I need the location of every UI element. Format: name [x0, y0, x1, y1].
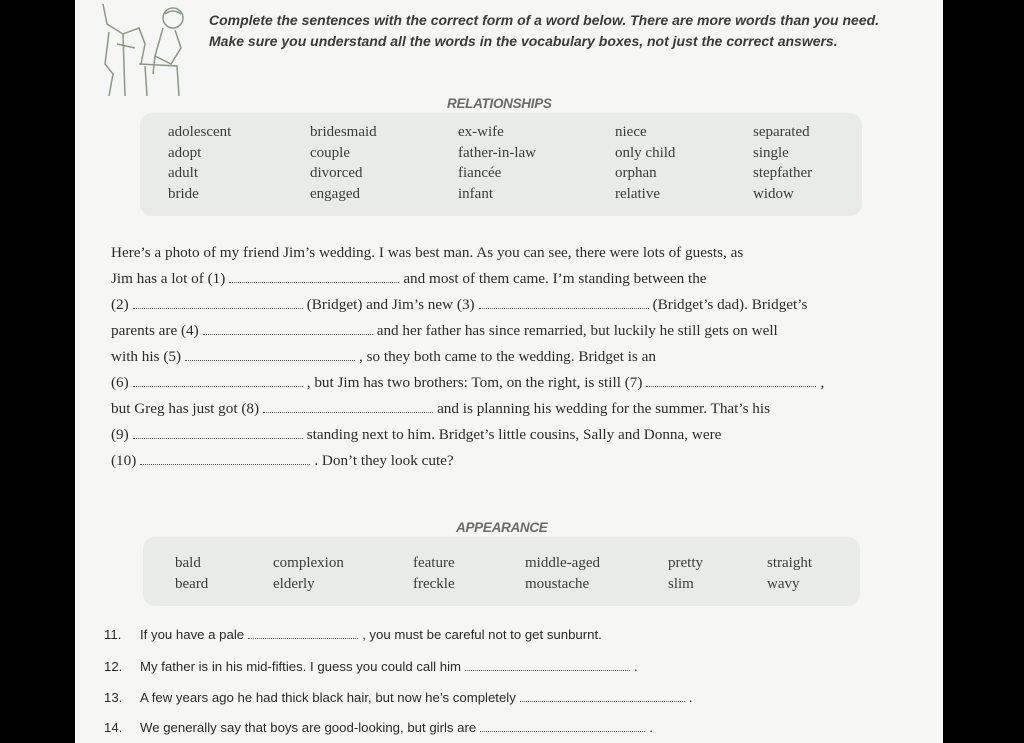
- vocab-word: orphan: [615, 165, 657, 181]
- appearance-column: [668, 553, 703, 594]
- story-text: (Bridget’s dad). Bridget’s: [652, 296, 808, 313]
- story-text: ,: [820, 374, 825, 391]
- vocab-word: adult: [168, 165, 198, 181]
- vocab-word: moustache: [525, 575, 590, 592]
- vocab-word: complexion: [273, 555, 344, 571]
- story-line: [111, 426, 721, 444]
- vocab-word: bridesmaid: [310, 124, 377, 140]
- vocab-word: straight: [767, 555, 812, 571]
- vocab-word: father-in-law: [458, 144, 536, 161]
- instructions-line-2: Make sure you understand all the words in the vocabulary boxes, not just the correct answers.: [209, 33, 838, 49]
- vocab-word: divorced: [310, 165, 363, 181]
- story-text: standing next to him. Bridget’s little cousins, Sally and Donna, were: [306, 426, 722, 443]
- blank-1[interactable]: [229, 270, 399, 283]
- appearance-column: [175, 553, 208, 594]
- instructions-line-1: Complete the sentences with the correct form of a word below. There are more words than you need.: [209, 12, 880, 28]
- vocab-word: single: [753, 144, 789, 161]
- vocab-word: feature: [413, 555, 455, 571]
- relationships-title: RELATIONSHIPS: [447, 96, 552, 111]
- story-text: (10): [111, 452, 137, 469]
- story-text: (9): [111, 426, 129, 443]
- vocab-word: wavy: [767, 575, 800, 592]
- question-number: 13.: [104, 690, 123, 705]
- wedding-illustration: [95, 4, 195, 96]
- appearance-column: [767, 553, 812, 594]
- vocab-word: infant: [458, 185, 493, 202]
- vocab-word: elderly: [273, 575, 315, 592]
- vocab-word: engaged: [310, 185, 360, 202]
- story-text: with his (5): [111, 348, 182, 365]
- story-line: [111, 244, 743, 262]
- relationships-column: [168, 122, 231, 204]
- vocab-word: adolescent: [168, 124, 232, 140]
- story-text: and her father has since remarried, but luckily he still gets on well: [376, 322, 778, 339]
- appearance-column: [273, 553, 344, 594]
- blank-2[interactable]: [133, 296, 303, 309]
- story-line: [111, 296, 807, 314]
- appearance-column: [413, 553, 455, 594]
- blank-7[interactable]: [646, 374, 816, 387]
- story-text: and most of them came. I’m standing between the: [403, 270, 707, 287]
- question-text: .: [688, 690, 693, 705]
- blank-13[interactable]: [520, 691, 685, 702]
- story-text: and is planning his wedding for the summer. That’s his: [437, 400, 771, 417]
- blank-5[interactable]: [185, 348, 355, 361]
- relationships-column: [310, 122, 377, 204]
- question-item: [104, 627, 602, 642]
- story-line: [111, 452, 454, 470]
- vocab-word: stepfather: [753, 165, 813, 181]
- story-text: , so they both came to the wedding. Bridget is an: [359, 348, 656, 365]
- story-line: [111, 270, 707, 288]
- story-text: parents are (4): [111, 322, 199, 339]
- question-text: .: [649, 720, 653, 735]
- question-number: 11.: [104, 627, 122, 642]
- story-text: Jim has a lot of (1): [111, 270, 226, 287]
- question-text: We generally say that boys are good-looking, but girls are: [140, 720, 477, 735]
- vocab-word: fiancée: [458, 165, 502, 181]
- story-text: . Don’t they look cute?: [314, 452, 454, 469]
- question-item: [104, 690, 693, 705]
- relationships-column: [615, 122, 675, 204]
- story-line: [111, 348, 656, 366]
- vocab-word: slim: [668, 575, 694, 592]
- blank-11[interactable]: [248, 628, 358, 639]
- story-line: [111, 400, 770, 418]
- vocab-word: bride: [168, 185, 199, 202]
- blank-12[interactable]: [465, 660, 630, 671]
- appearance-title: APPEARANCE: [456, 520, 548, 535]
- story-text: , but Jim has two brothers: Tom, on the right, is still (7): [306, 374, 643, 391]
- vocab-word: only child: [615, 144, 676, 161]
- vocab-word: ex-wife: [458, 124, 504, 140]
- question-item: [104, 720, 653, 735]
- appearance-column: [525, 553, 600, 594]
- vocab-word: middle-aged: [525, 555, 600, 571]
- question-text: A few years ago he had thick black hair, but now he’s completely: [140, 690, 516, 705]
- question-item: [104, 659, 638, 674]
- question-number: 14.: [104, 720, 123, 735]
- vocab-word: beard: [175, 575, 209, 592]
- question-text: , you must be careful not to get sunburnt.: [362, 627, 602, 642]
- vocab-word: adopt: [168, 144, 202, 161]
- blank-9[interactable]: [133, 426, 303, 439]
- vocab-word: niece: [615, 124, 647, 140]
- story-text: (Bridget) and Jim’s new (3): [306, 296, 475, 313]
- vocab-word: pretty: [668, 555, 703, 571]
- vocab-word: freckle: [413, 575, 455, 592]
- blank-4[interactable]: [203, 322, 373, 335]
- story-text: (2): [111, 296, 129, 313]
- question-text: If you have a pale: [140, 627, 245, 642]
- blank-6[interactable]: [133, 374, 303, 387]
- instructions: [209, 10, 929, 52]
- vocab-word: relative: [615, 185, 660, 202]
- worksheet-page: [75, 0, 943, 743]
- story-text: (6): [111, 374, 129, 391]
- relationships-column: [753, 122, 812, 204]
- vocab-word: couple: [310, 144, 350, 161]
- question-text: My father is in his mid-fifties. I guess you could call him: [140, 659, 462, 674]
- appearance-vocab-box: [143, 537, 860, 606]
- question-number: 12.: [104, 659, 123, 674]
- relationships-column: [458, 122, 536, 204]
- blank-14[interactable]: [480, 721, 645, 732]
- question-text: .: [634, 659, 638, 674]
- relationships-vocab-box: [140, 113, 862, 216]
- story-text: but Greg has just got (8): [111, 400, 260, 417]
- blank-10[interactable]: [140, 452, 310, 465]
- story-line: [111, 374, 824, 392]
- blank-8[interactable]: [263, 400, 433, 413]
- blank-3[interactable]: [479, 296, 649, 309]
- story-line: [111, 322, 778, 340]
- vocab-word: bald: [175, 555, 201, 571]
- vocab-word: widow: [753, 185, 794, 202]
- story-text: Here’s a photo of my friend Jim’s wedding. I was best man. As you can see, there were lots of guests, as: [111, 244, 744, 261]
- vocab-word: separated: [753, 124, 810, 140]
